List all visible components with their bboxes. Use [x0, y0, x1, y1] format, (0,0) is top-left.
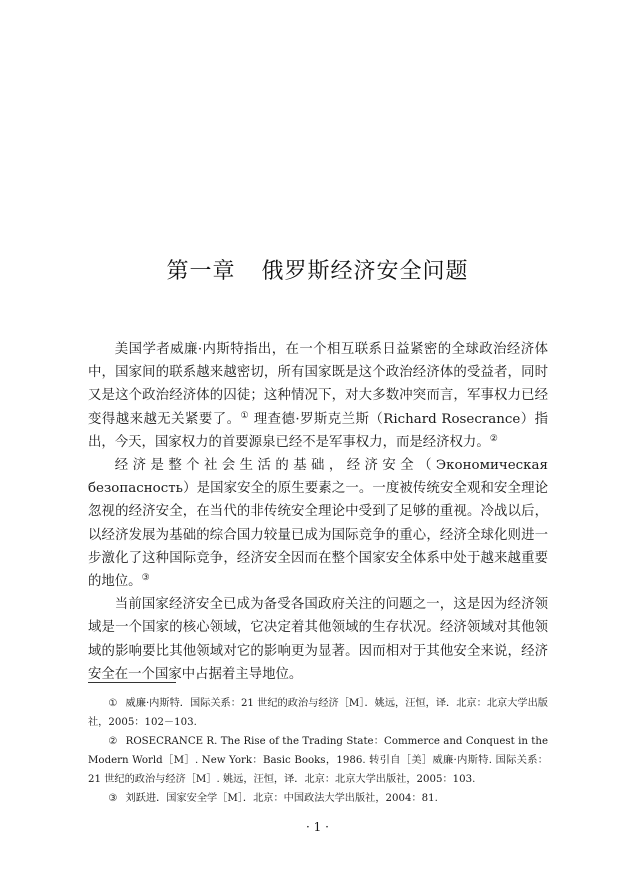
footnote-ref-3[interactable]: ③	[141, 573, 150, 584]
paragraph-text: 当前国家经济安全已成为备受各国政府关注的问题之一，这是因为经济领域是一个国家的核心领域，它决定着其他领域的生存状况。经济领域对其他领域的影响要比其他领域对它的影响更为显著。因而相对于其他安全来说，经济安全在一个国家中占据着主导地位。	[88, 597, 548, 682]
chapter-title	[0, 254, 635, 285]
footnote-3	[88, 789, 548, 808]
footnote-mark: ②	[108, 736, 118, 747]
footnote-text: 刘跃进．国家安全学［M］．北京：中国政法大学出版社，2004：81.	[125, 793, 438, 804]
body-text	[88, 338, 548, 686]
paragraph-text: 经济是整个社会生活的基础，经济安全（Экономическая безопасность）是国家安全的原生要素之一。一度被传统安全观和安全理论忽视的经济安全，在当代的非传统安全理论中受到了足够的重视。冷战以后，以经济发展为基础的综合国力较量已成为国际竞争的重心，经济全球化则进一步激化了这种国际竞争，经济安全因而在整个国家安全体系中处于越来越重要的地位。	[88, 458, 548, 590]
footnote-text: ROSECRANCE R. The Rise of the Trading State：Commerce and Conquest in the Modern World［M］. New York：Basic Books，1986. 转引自［美］威廉·内斯特. 国际关系：21 世纪的政治与经济［M］. 姚远，汪恒，译．北京：北京大学出版社，2005：103.	[88, 736, 548, 785]
footnote-ref-1[interactable]: ①	[240, 410, 250, 421]
chapter-label: 第一章	[166, 259, 236, 284]
paragraph-text: 美国学者威廉·内斯特指出，在一个相互联系日益紧密的全球政治经济体中，国家间的联系越来越密切，所有国家既是这个政治经济体的受益者，同时又是这个政治经济体的囚徒；这种情况下，对大多数冲突而言，军事权力已经变得越来越无关紧要了。	[88, 342, 548, 427]
footnote-1	[88, 694, 548, 732]
paragraph-text: 理查德·罗斯克兰斯（Richard Rosecrance）指出，今天，国家权力的首要源泉已经不是军事权力，而是经济权力。	[88, 411, 549, 450]
footnote-ref-2[interactable]: ②	[489, 433, 498, 444]
footnote-mark: ①	[108, 698, 118, 709]
page-number: · 1 ·	[306, 820, 329, 834]
footnote-2	[88, 732, 548, 789]
footnotes	[88, 694, 548, 808]
paragraph-2	[88, 454, 548, 593]
footnote-text: 威廉·内斯特．国际关系：21 世纪的政治与经济［M］．姚远，汪恒，译．北京：北京大学出版社，2005：102－103.	[88, 698, 548, 728]
paragraph-1	[88, 338, 548, 454]
chapter-name: 俄罗斯经济安全问题	[261, 259, 469, 284]
paragraph-3	[88, 593, 548, 686]
footnote-mark: ③	[108, 793, 118, 804]
footnote-divider	[88, 682, 176, 683]
